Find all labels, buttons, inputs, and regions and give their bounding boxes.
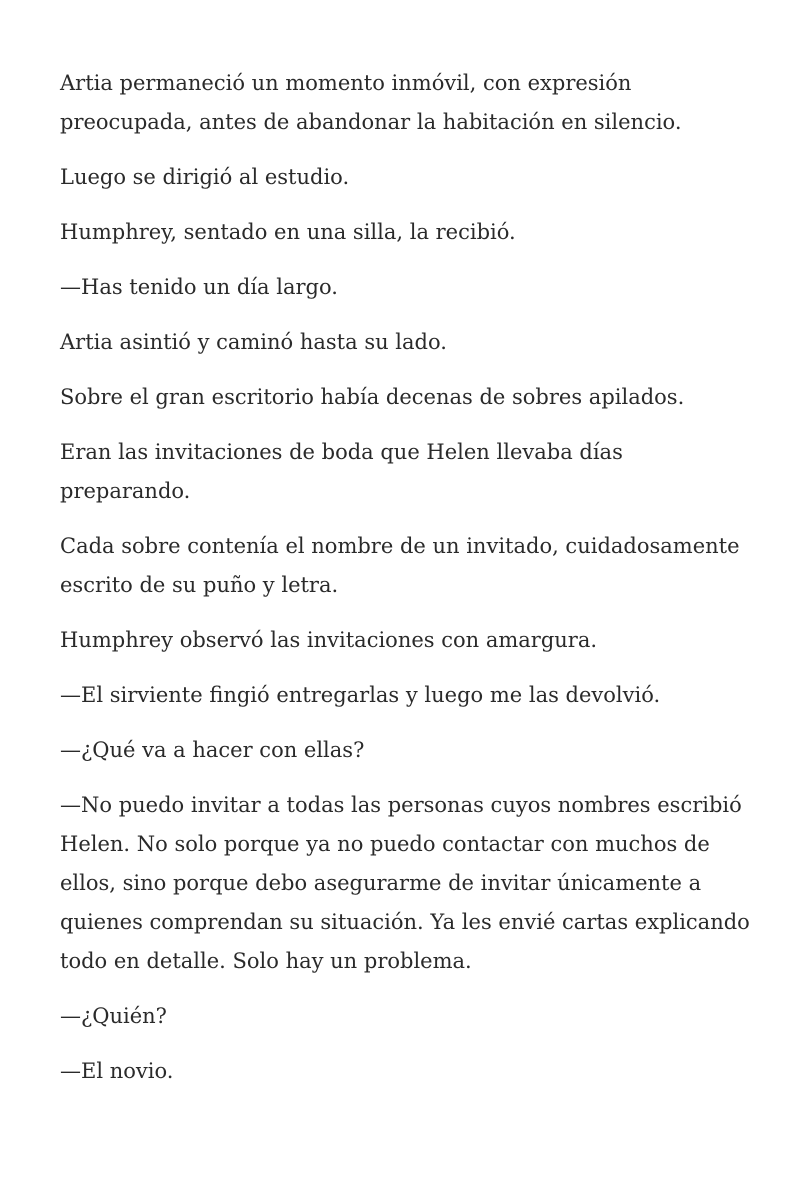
paragraph: —¿Qué va a hacer con ellas? [60,738,365,762]
paragraph: Humphrey, sentado en una silla, la recibió. [60,220,516,244]
paragraph: Humphrey observó las invitaciones con amargura. [60,628,598,652]
paragraph: —El novio. [60,1059,174,1083]
paragraph: —Has tenido un día largo. [60,275,338,299]
reading-page [60,64,750,1107]
paragraph: Artia permaneció un momento inmóvil, con expresión preocupada, antes de abandonar la habitación en silencio. [60,71,682,134]
paragraph: Artia asintió y caminó hasta su lado. [60,330,447,354]
paragraph: Cada sobre contenía el nombre de un invitado, cuidadosamente escrito de su puño y letra. [60,534,740,597]
paragraph: Sobre el gran escritorio había decenas de sobres apilados. [60,385,685,409]
paragraph: —¿Quién? [60,1004,167,1028]
paragraph: Eran las invitaciones de boda que Helen llevaba días preparando. [60,440,623,503]
paragraph: Luego se dirigió al estudio. [60,165,350,189]
paragraph: —No puedo invitar a todas las personas cuyos nombres escribió Helen. No solo porque ya no puedo contactar con muchos de ellos, sino porque debo asegurarme de invitar únicamente a quienes comprendan su situación. Ya les envié cartas explicando todo en detalle. Solo hay un problema. [60,793,750,973]
paragraph: —El sirviente fingió entregarlas y luego me las devolvió. [60,683,661,707]
